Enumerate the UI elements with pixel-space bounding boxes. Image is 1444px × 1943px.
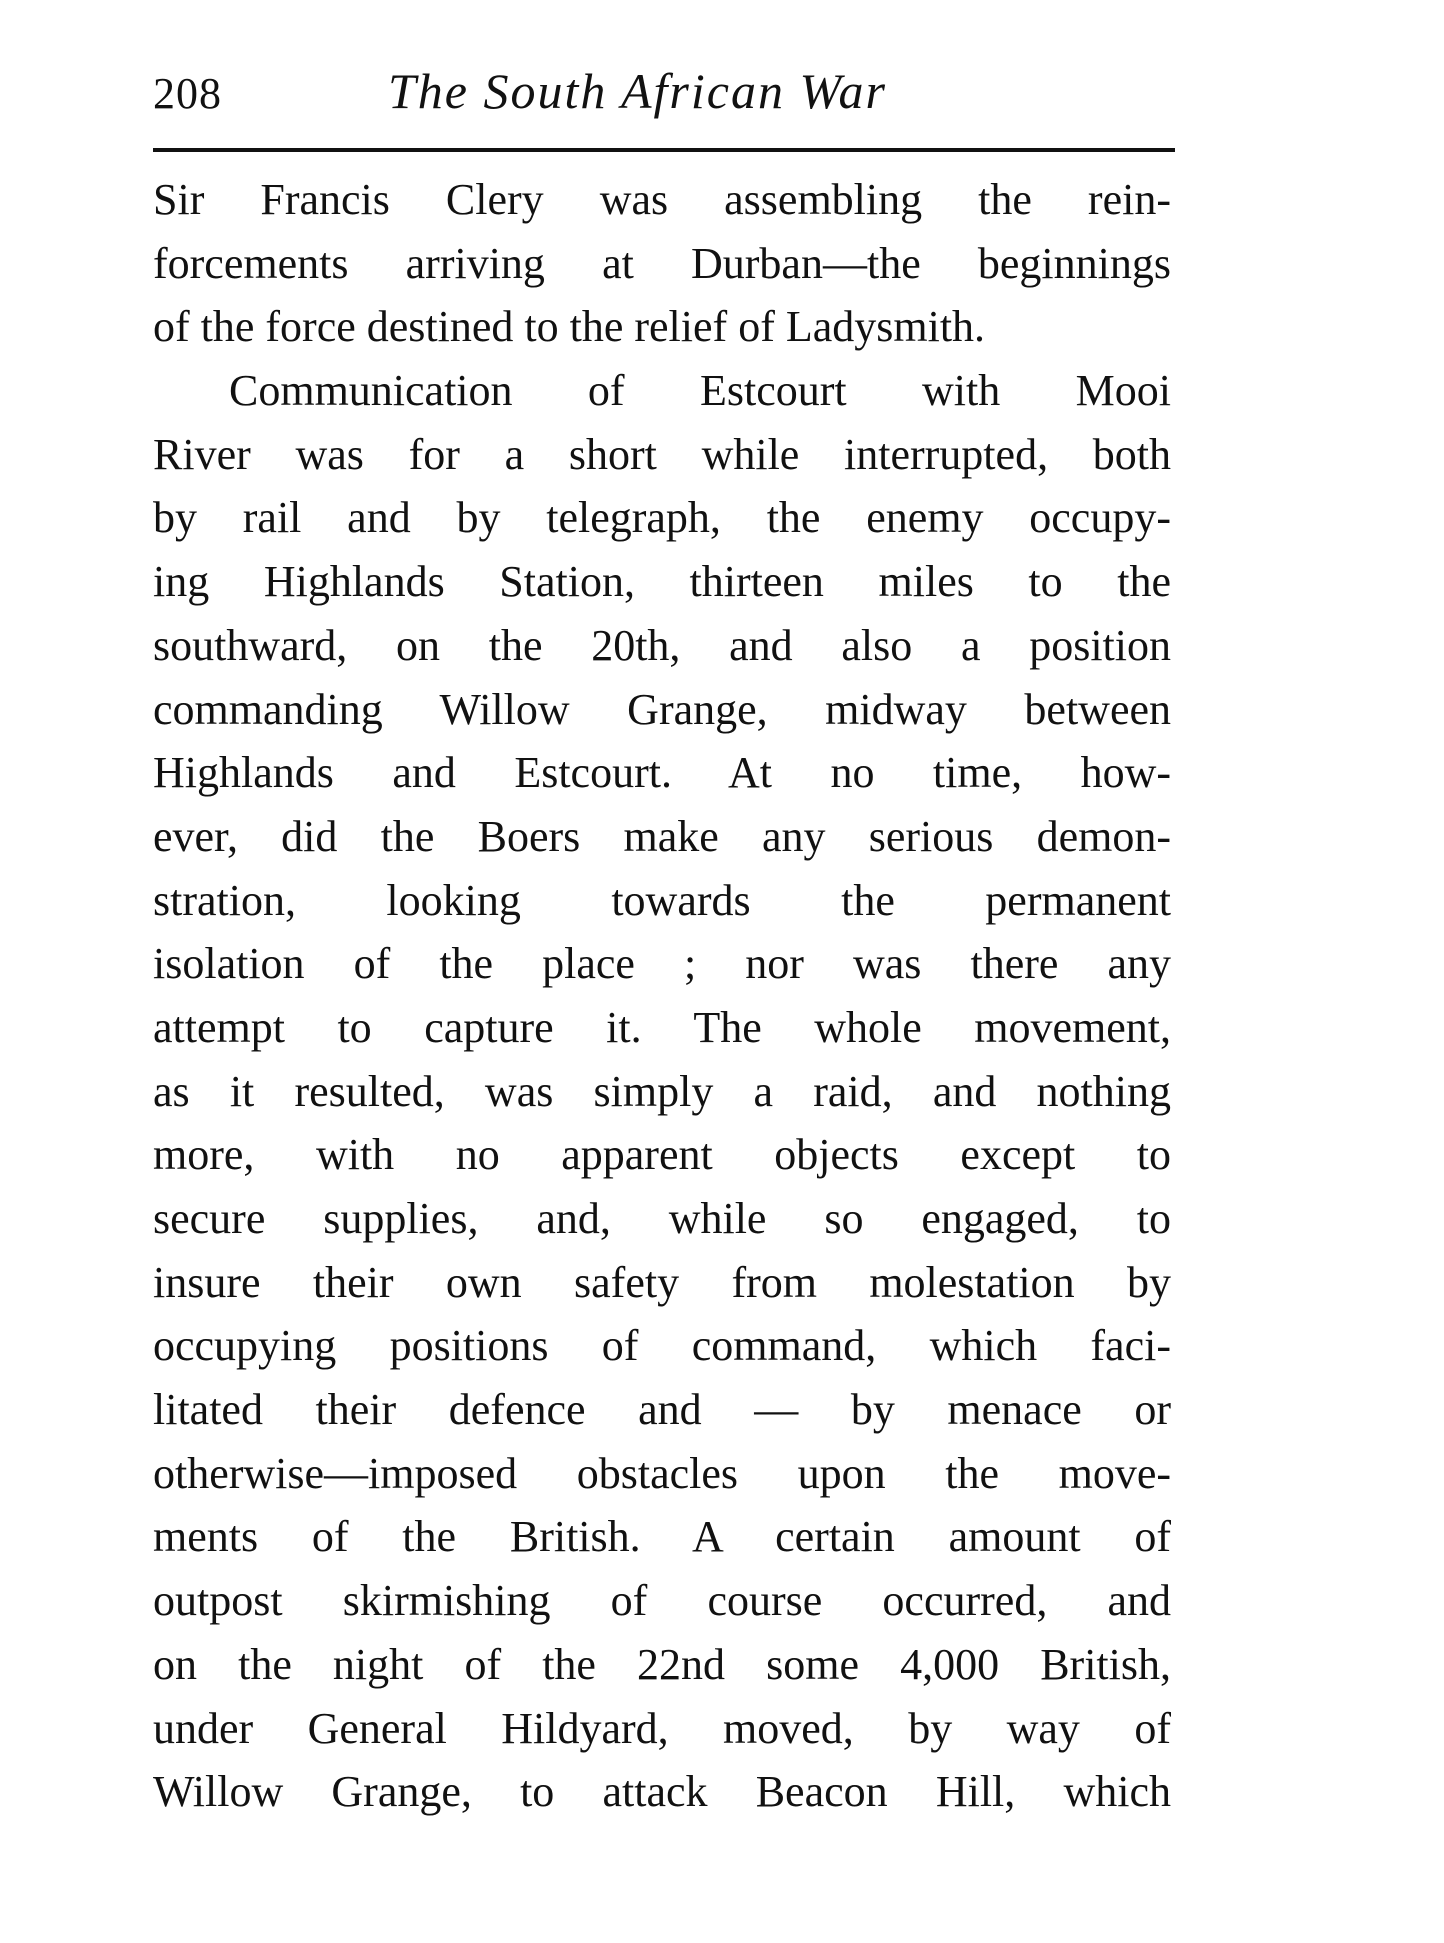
text-line: under General Hildyard, moved, by way of	[153, 1703, 1171, 1753]
text-line: litated their defence and — by menace or	[153, 1385, 1171, 1435]
text-line: commanding Willow Grange, midway between	[153, 684, 1171, 734]
text-line: outpost skirmishing of course occurred, and	[153, 1576, 1171, 1626]
text-line: otherwise—imposed obstacles upon the move-	[153, 1448, 1171, 1498]
text-line: ments of the British. A certain amount of	[153, 1512, 1171, 1562]
text-line: Willow Grange, to attack Beacon Hill, which	[153, 1767, 1171, 1817]
paragraph-first-line: Communication of Estcourt with Mooi	[229, 366, 1171, 416]
text-line: ing Highlands Station, thirteen miles to the	[153, 557, 1171, 607]
text-line: insure their own safety from molestation by	[153, 1257, 1171, 1307]
page-number: 208	[153, 69, 222, 118]
text-line: stration, looking towards the permanent	[153, 875, 1171, 925]
text-line: more, with no apparent objects except to	[153, 1130, 1171, 1180]
text-line: attempt to capture it. The whole movement,	[153, 1002, 1171, 1052]
text-line: ever, did the Boers make any serious demon-	[153, 811, 1171, 861]
text-line: by rail and by telegraph, the enemy occupy-	[153, 493, 1171, 543]
header-rule	[153, 148, 1175, 152]
text-line: isolation of the place ; nor was there any	[153, 939, 1171, 989]
text-line: of the force destined to the relief of Ladysmith.	[153, 302, 986, 352]
text-line: occupying positions of command, which faci-	[153, 1321, 1171, 1371]
text-line: Highlands and Estcourt. At no time, how-	[153, 748, 1171, 798]
text-line: on the night of the 22nd some 4,000 British,	[153, 1639, 1171, 1689]
text-line: southward, on the 20th, and also a position	[153, 620, 1171, 670]
text-line: as it resulted, was simply a raid, and nothing	[153, 1066, 1171, 1116]
text-line: secure supplies, and, while so engaged, to	[153, 1194, 1171, 1243]
running-head	[153, 62, 1171, 132]
running-title: The South African War	[388, 63, 887, 119]
body-text	[153, 168, 1171, 1824]
text-line: Sir Francis Clery was assembling the rein-	[153, 175, 1171, 224]
text-line: River was for a short while interrupted, both	[153, 429, 1171, 479]
text-line: forcements arriving at Durban—the beginnings	[153, 238, 1171, 288]
